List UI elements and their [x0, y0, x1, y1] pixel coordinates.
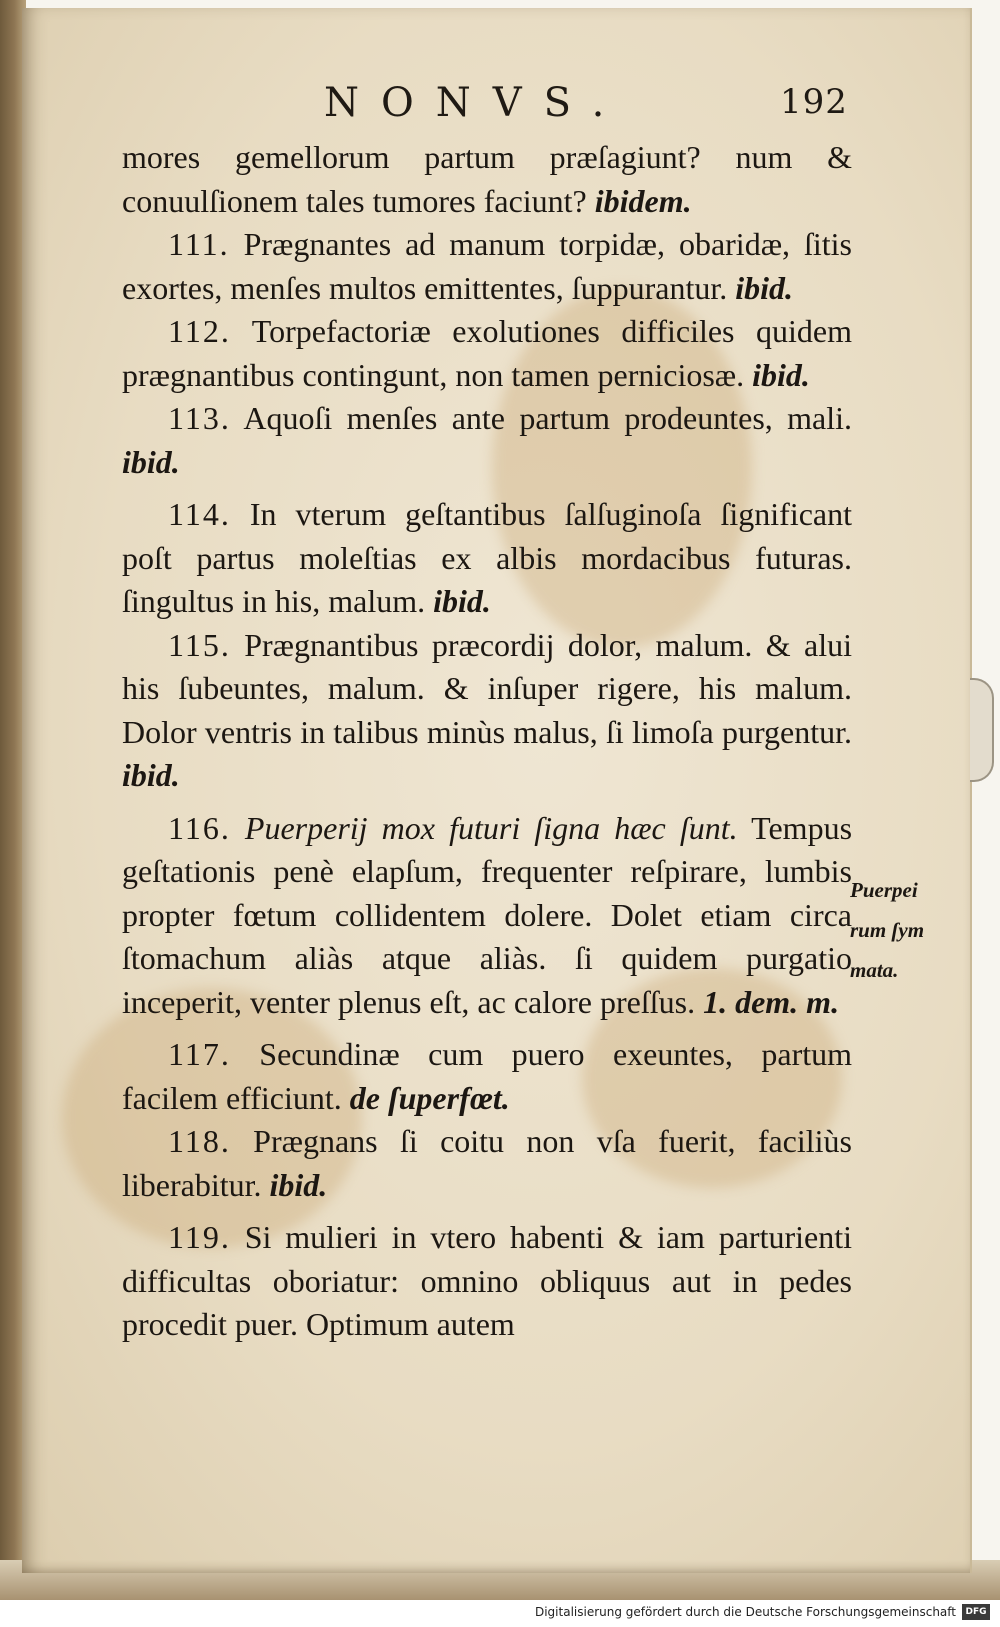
aphorism-111 [122, 223, 852, 310]
citation: ibid. [433, 583, 491, 619]
aphorism-112 [122, 310, 852, 397]
aphorism-number: 111. [168, 226, 230, 262]
paragraph [122, 136, 852, 223]
citation: 1. dem. m. [703, 983, 840, 1020]
aphorism-number: 118. [168, 1123, 231, 1159]
aphorism-115 [122, 624, 852, 798]
paragraph-text: Prægnans ſi coitu non vſa fuerit, faciliùs liberabitur. [122, 1123, 853, 1203]
digitization-footer [0, 1600, 1000, 1627]
paragraph-text: Secundinæ cum puero exeuntes, partum facilem efficiunt. [122, 1036, 853, 1116]
citation: ibid. [735, 269, 793, 306]
aphorism-116 [122, 807, 852, 1025]
paragraph-text: mores gemellorum partum præſagiunt? num & conuulſionem tales tumores faciunt? [122, 139, 852, 219]
citation: de ſuperfœt. [349, 1079, 510, 1116]
main-text [122, 136, 852, 1347]
aphorism-number: 116. [168, 809, 231, 846]
paragraph-text: In vterum geſtantibus ſalſuginoſa ſignificant poſt partus moleſtias ex albis mordacibus futuras. ſingultus in his, malum. [122, 496, 853, 619]
aphorism-117 [122, 1033, 852, 1120]
paragraph-text: Torpefactoriæ exolutiones difficiles quidem prægnantibus contingunt, non tamen perniciosæ. [122, 313, 853, 393]
marginal-note-line: rum ſym [850, 918, 925, 942]
citation: ibid. [269, 1166, 328, 1203]
aphorism-number: 119. [168, 1219, 231, 1255]
book-page [22, 8, 972, 1573]
citation: ibid. [122, 757, 180, 793]
marginal-note-line: mata. [850, 958, 899, 982]
section-heading: Puerperij mox futuri ſigna hæc ſunt. [244, 809, 738, 846]
aphorism-number: 114. [168, 496, 231, 532]
aphorism-number: 113. [168, 400, 231, 436]
aphorism-number: 112. [168, 313, 231, 349]
funding-credit: Digitalisierung gefördert durch die Deutsche Forschungsgemeinschaft [534, 1605, 956, 1619]
paragraph-text: Prægnantes ad manum torpidæ, obaridæ, ſitis exortes, menſes multos emittentes, ſuppurantur. [122, 226, 853, 306]
paragraph-text: Tempus geſtationis penè elapſum, frequenter reſpirare, lumbis propter fœtum collidentem dolere. Dolet etiam circa ſtomachum aliàs atque aliàs. ſi quidem purgatio inceperit, venter plenus eſt, ac calore preſſus. [122, 809, 853, 1020]
aphorism-119 [122, 1216, 852, 1347]
citation: ibid. [122, 443, 180, 480]
marginal-note-line: Puerpei [850, 878, 918, 902]
citation: ibidem. [594, 182, 692, 219]
citation: ibid. [752, 356, 810, 393]
marginal-note [850, 870, 970, 990]
running-head [22, 80, 970, 130]
running-title: NONVS. [324, 80, 627, 126]
folio-number: 192 [780, 82, 848, 122]
aphorism-114 [122, 493, 852, 624]
page-tab-marker [970, 678, 994, 782]
dfg-logo: DFG [962, 1604, 990, 1620]
aphorism-113 [122, 397, 852, 484]
aphorism-number: 115. [168, 626, 231, 663]
paragraph-text: Prægnantibus præcordij dolor, malum. & alui his ſubeuntes, malum. & inſuper rigere, his malum. Dolor ventris in talibus minùs malus, ſi limoſa purgentur. [122, 626, 853, 750]
paragraph-text: Aquoſi menſes ante partum prodeuntes, mali. [243, 400, 853, 436]
aphorism-118 [122, 1120, 852, 1207]
aphorism-number: 117. [168, 1036, 231, 1072]
paragraph-text: Si mulieri in vtero habenti & iam parturienti difficultas oboriatur: omnino obliquus aut in pedes procedit puer. Optimum autem [122, 1219, 853, 1342]
